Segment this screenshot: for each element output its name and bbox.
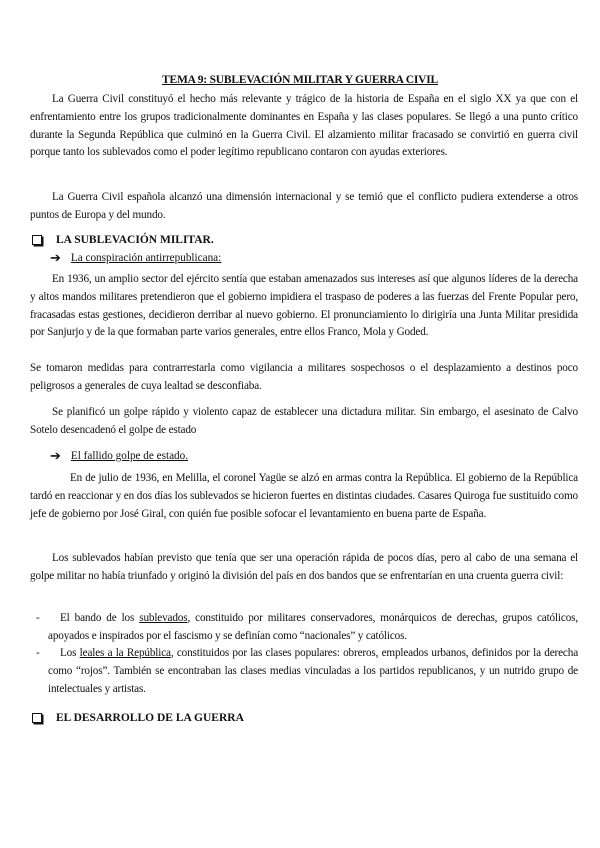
intro-paragraph-2: La Guerra Civil española alcanzó una dimensión internacional y se temió que el conflicto pudiera extenderse a otros puntos de Europa y del mundo. xyxy=(30,191,578,221)
section-heading-label: LA SUBLEVACIÓN MILITAR. xyxy=(56,234,214,246)
checkbox-bullet-icon xyxy=(32,235,42,245)
subheading-label: El fallido golpe de estado. xyxy=(70,450,189,462)
golpe-paragraph-1: En de julio de 1936, en Melilla, el coronel Yagüe se alzó en armas contra la República. El gobierno de la República tardó en reaccionar y en dos días los sublevados se hicieron fuertes en distintas ciudades. Casares Quiroga fue sustituido como jefe de gobierno por José Giral, con quién fue posible sofocar el levantamiento en buena parte de España. xyxy=(30,472,578,520)
list-text: , constituido por militares conservadores, monárquicos de derechas, grupos católicos, apoyados e inspirados por el fascismo y se definían como “nacionales” y católicos. xyxy=(48,612,578,642)
subheading-conspiracion xyxy=(50,250,221,266)
arrow-right-icon: ➔ xyxy=(50,250,61,265)
conspiracion-paragraph-2: Se planificó un golpe rápido y violento capaz de establecer una dictadura militar. Sin embargo, el asesinato de Calvo Sotelo desencadenó el golpe de estado xyxy=(30,406,578,436)
intro-paragraph-1: La Guerra Civil constituyó el hecho más relevante y trágico de la historia de España en el siglo XX ya que con el enfrentamiento entre los grupos tradicionalmente dominantes en España y las clases populares. Se llegó a una punto crítico durante la Segunda República que culminó en la Guerra Civil. El alzamiento militar fracasado se convirtió en guerra civil porque tanto los sublevados como el poder legítimo republicano contaron con ayudas exteriores. xyxy=(30,93,578,159)
arrow-right-icon: ➔ xyxy=(50,448,61,463)
golpe-paragraph-2: Los sublevados habían previsto que tenía que ser una operación rápida de pocos días, pero al cabo de una semana el golpe militar no había triunfado y originó la división del país en dos bandos que se enfrentarían en una cruenta guerra civil: xyxy=(30,552,578,582)
subheading-fallido-golpe xyxy=(50,448,188,464)
document-title: TEMA 9: SUBLEVACIÓN MILITAR Y GUERRA CIVIL xyxy=(162,74,438,86)
list-text: , constituidos por las clases populares: obreros, empleados urbanos, definidos por la derecha como “rojos”. También se encontraban las clases medias vinculadas a los partidos republicanos, y un nutrido grupo de intelectuales y artistas. xyxy=(48,647,579,695)
section-heading-sublevacion xyxy=(30,234,214,246)
conspiracion-paragraph-1b: Se tomaron medidas para contrarrestarla como vigilancia a militares sospechosos o el desplazamiento a destinos poco peligrosos a generales de cuya lealtad se desconfiaba. xyxy=(30,362,578,392)
subheading-label: La conspiración antirrepublicana: xyxy=(70,252,222,264)
section-heading-desarrollo xyxy=(30,712,244,724)
dash-bullet: - xyxy=(36,612,40,624)
list-text: El bando de los xyxy=(60,612,140,624)
section-heading-label: EL DESARROLLO DE LA GUERRA xyxy=(56,712,244,724)
conspiracion-paragraph-1: En 1936, un amplio sector del ejército sentía que estaban amenazados sus intereses así que algunos líderes de la derecha y altos mandos militares pretendieron que el gobierno impidiera el traspaso de poderes a las fuerzas del Frente Popular pero, fracasadas estas gestiones, decidieron derribar al nuevo gobierno. El pronunciamiento lo dirigiría una Junta Militar presidida por Sanjurjo y de la que formaban parte varios generales, entre ellos Franco, Mola y Goded. xyxy=(30,273,578,339)
list-item-sublevados xyxy=(36,610,578,646)
term-sublevados: sublevados xyxy=(139,612,188,624)
term-leales: leales a la República xyxy=(79,647,171,659)
list-text: Los xyxy=(60,647,80,659)
checkbox-bullet-icon xyxy=(32,713,42,723)
list-item-leales xyxy=(36,645,579,698)
dash-bullet: - xyxy=(36,647,40,659)
